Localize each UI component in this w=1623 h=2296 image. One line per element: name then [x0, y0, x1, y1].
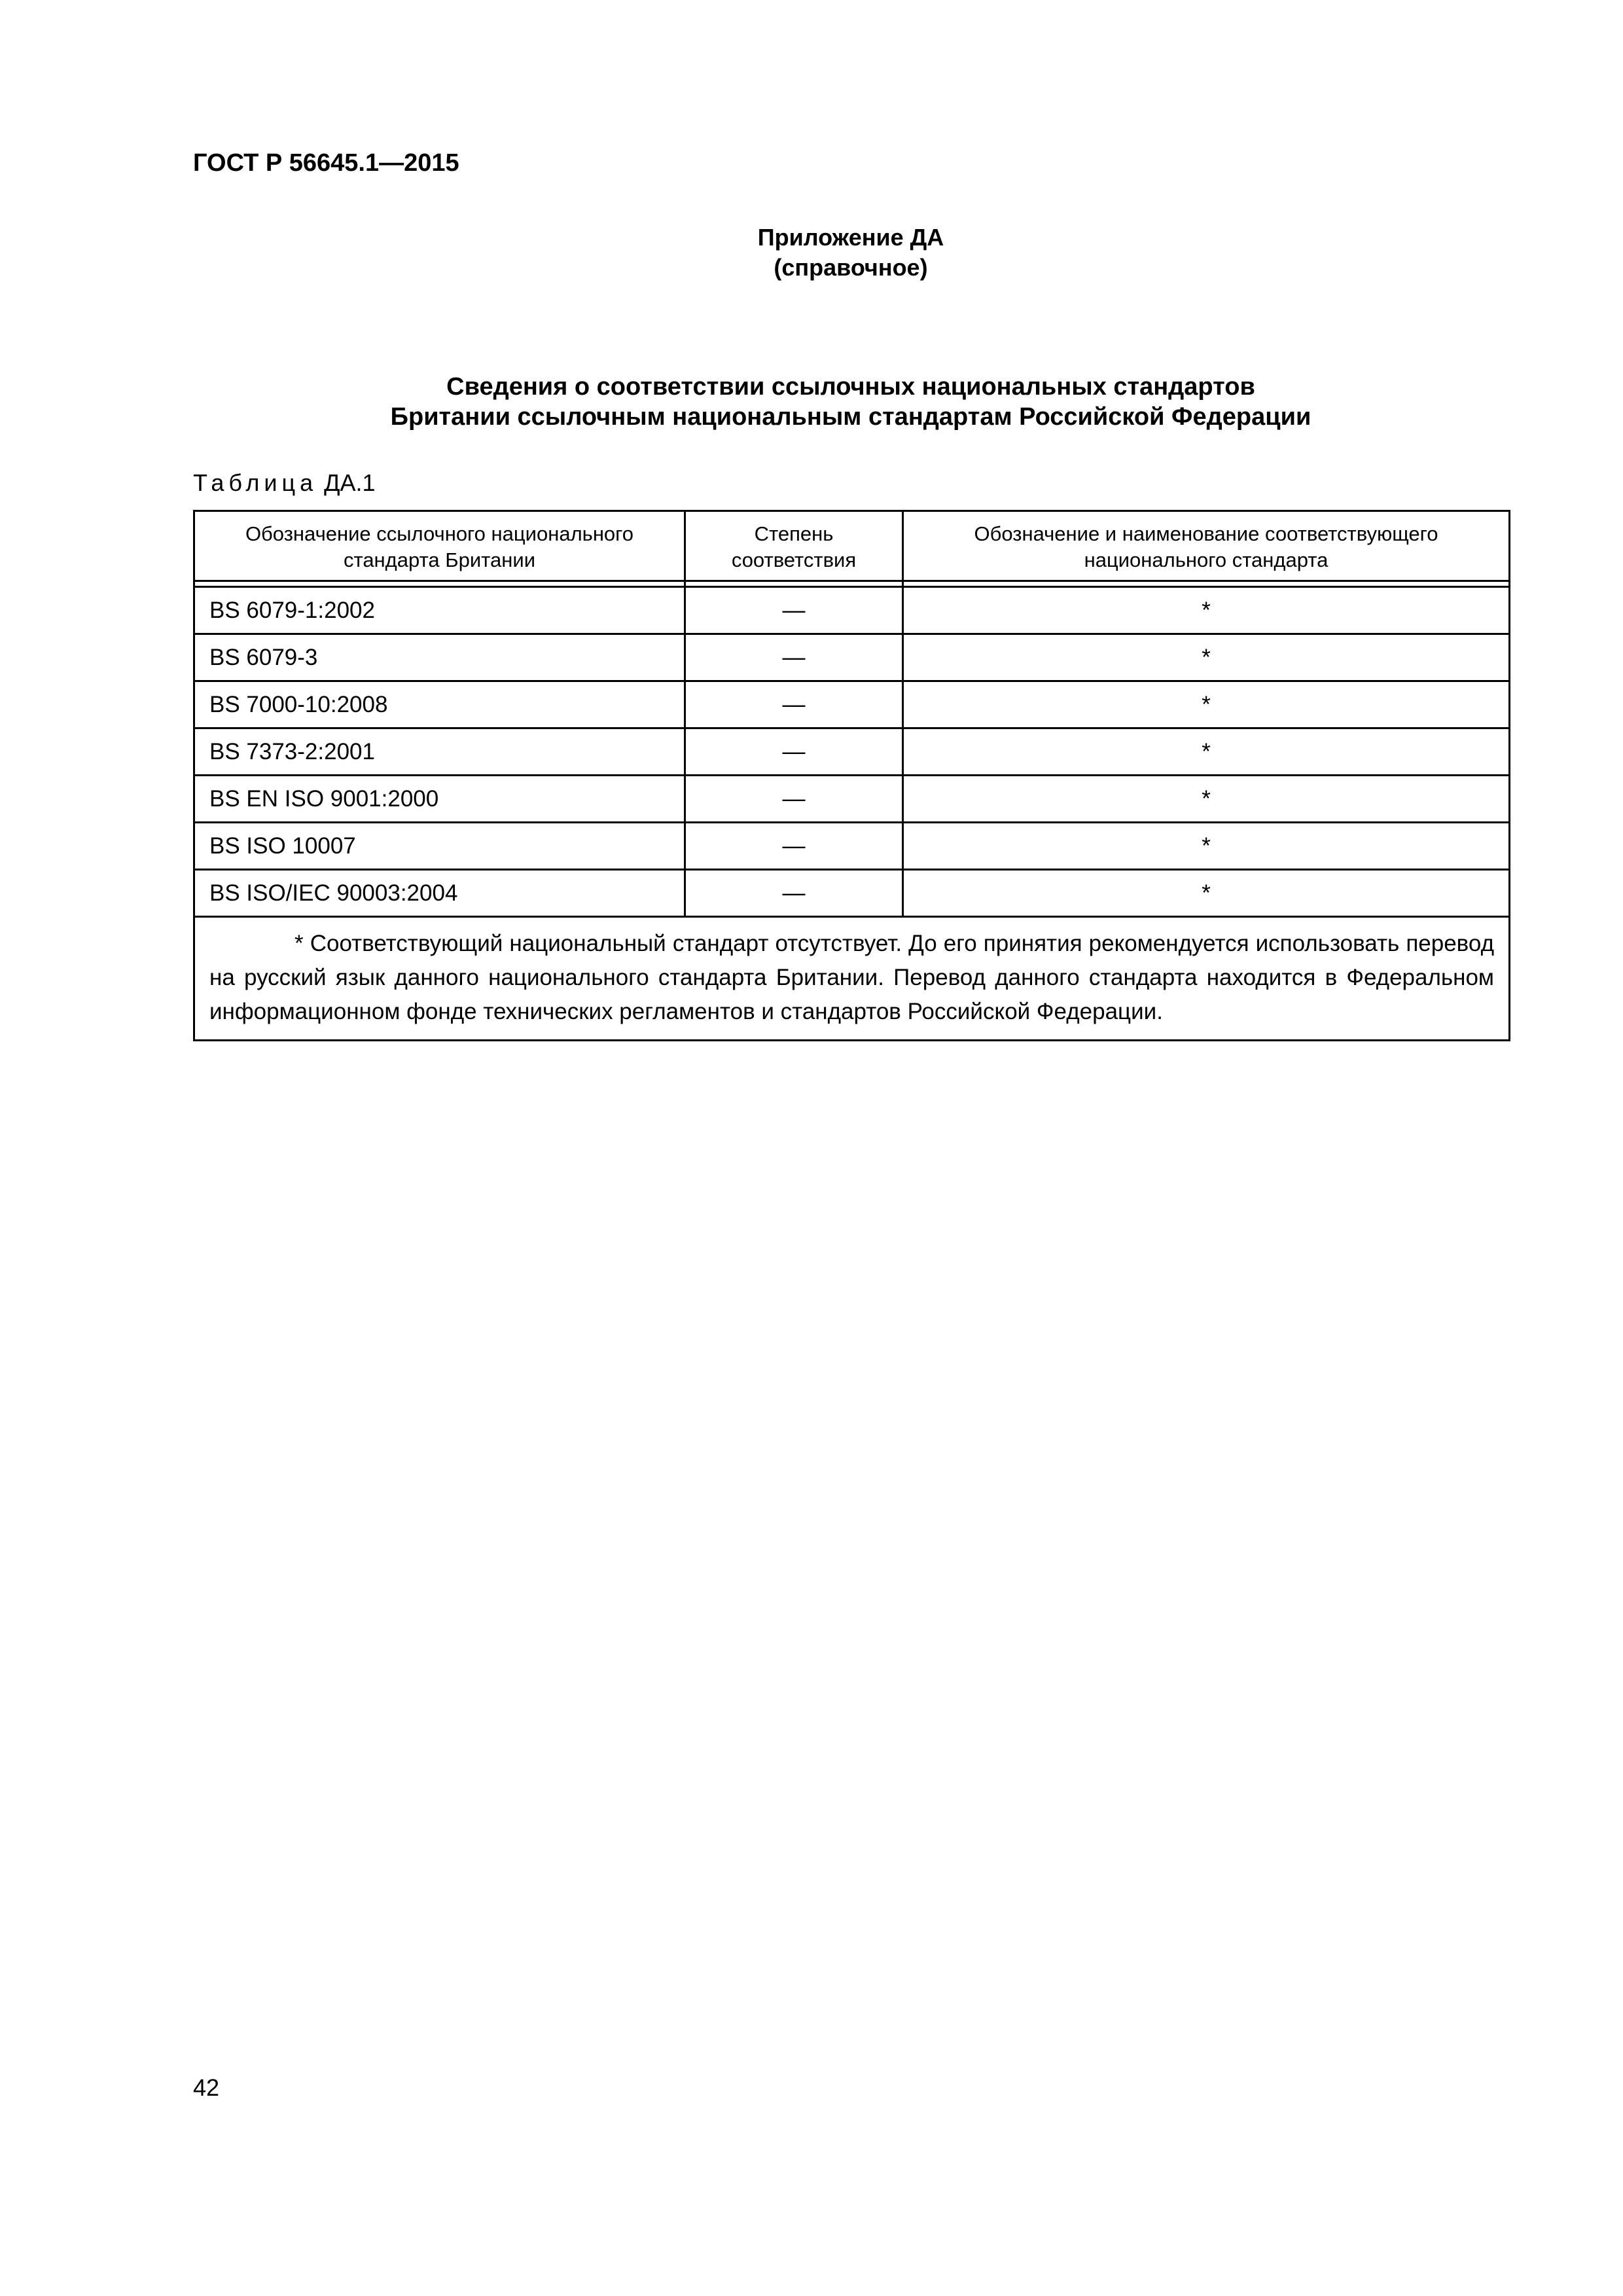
table-header-row	[194, 511, 1510, 581]
cell-national: *	[903, 776, 1510, 823]
cell-national: *	[903, 681, 1510, 728]
header-uk-standard: Обозначение ссылочного национального стандарта Британии	[194, 511, 685, 581]
table-label-number: ДА.1	[317, 469, 376, 496]
section-title	[193, 372, 1508, 432]
cell-national: *	[903, 823, 1510, 870]
cell-national: *	[903, 728, 1510, 776]
header-degree: Степень соответствия	[685, 511, 903, 581]
appendix-subtitle: (справочное)	[774, 254, 928, 281]
table-header-divider	[194, 581, 1510, 587]
page-number: 42	[193, 2074, 220, 2101]
cell-degree: —	[685, 634, 903, 681]
document-code: ГОСТ Р 56645.1—2015	[193, 149, 459, 177]
cell-designation: BS 6079-1:2002	[194, 587, 685, 634]
cell-designation: BS 6079-3	[194, 634, 685, 681]
table-label	[193, 469, 376, 497]
standards-correspondence-table	[193, 510, 1510, 1041]
table-row	[194, 823, 1510, 870]
cell-degree: —	[685, 870, 903, 917]
header-national-standard: Обозначение и наименование соответствующего национального стандарта	[903, 511, 1510, 581]
section-title-line-1: Сведения о соответствии ссылочных национальных стандартов	[446, 373, 1255, 401]
section-title-line-2: Британии ссылочным национальным стандартам Российской Федерации	[390, 403, 1311, 431]
cell-designation: BS 7000-10:2008	[194, 681, 685, 728]
table-footnote-row	[194, 917, 1510, 1041]
cell-degree: —	[685, 681, 903, 728]
table-row	[194, 776, 1510, 823]
cell-designation: BS EN ISO 9001:2000	[194, 776, 685, 823]
cell-national: *	[903, 634, 1510, 681]
table-row	[194, 634, 1510, 681]
cell-degree: —	[685, 587, 903, 634]
appendix-title: Приложение ДА	[757, 224, 944, 251]
cell-degree: —	[685, 728, 903, 776]
cell-degree: —	[685, 823, 903, 870]
cell-designation: BS ISO/IEC 90003:2004	[194, 870, 685, 917]
cell-designation: BS 7373-2:2001	[194, 728, 685, 776]
table-row	[194, 681, 1510, 728]
table-row	[194, 870, 1510, 917]
table-row	[194, 587, 1510, 634]
table-footnote: * Соответствующий национальный стандарт отсутствует. До его принятия рекомендуется использовать перевод на русский язык данного национального стандарта Британии. Перевод данного стандарта находится в Федеральном информационном фонде технических регламентов и стандартов Российской Федерации.	[209, 931, 1494, 1024]
cell-degree: —	[685, 776, 903, 823]
appendix-heading	[654, 223, 1047, 283]
cell-national: *	[903, 870, 1510, 917]
table-row	[194, 728, 1510, 776]
cell-designation: BS ISO 10007	[194, 823, 685, 870]
table-label-word: Таблица	[193, 469, 318, 496]
cell-national: *	[903, 587, 1510, 634]
